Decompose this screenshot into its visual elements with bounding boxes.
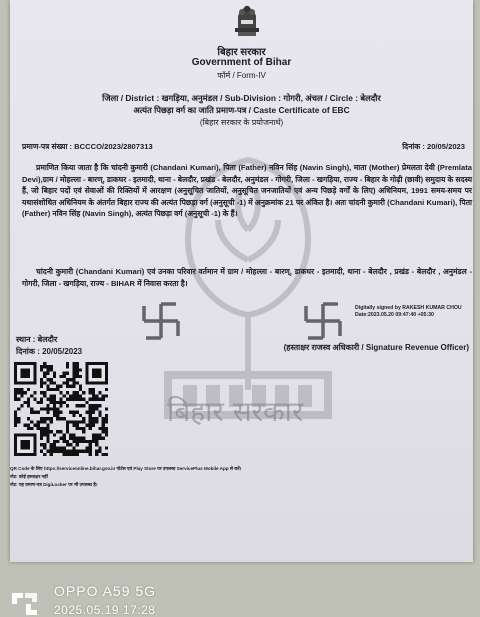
certificate-paragraph-1: प्रमाणित किया जाता है कि चांदनी कुमारी (Chandani Kumari), पिता (Father) नविन सिंह (Navin Singh), माता (Mother) प्रेमलता देवी (Premlata Devi),ग्राम / मोहल्ला - बारण्, डाकघर - इतमादी, थाना - बेलदौर, प्रखंड - बेलदौर, अनुमंडल - गोगरी, जिला - खगड़िया, राज्य - बिहार के गोढ़ी (छावी) समुदाय के सदस्य हैं, जो बिहार पदों एवं सेवाओं की रिक्तियों में आरक्षण (अनुसूचित जातियों, अनुसूचित जनजातियों एवं अन्य पिछड़े वर्गों के लिए) अधिनियम, 1991 समय-समय पर यथासंशोधित अधिनियम के अंतर्गत बिहार राज्य की अत्यंत पिछड़ा वर्ग (अनुसूची -1) में अनुक्रमांक 21 पर अंकित है। अतः चांदनी कुमारी (Chandani Kumari), पिता (Father) नविन सिंह (Navin Singh), अत्यंत पिछड़ा वर्ग (अनुसूची -1) के हैं। <box>22 163 472 219</box>
certificate-document <box>10 0 473 562</box>
qr-code[interactable] <box>14 362 108 456</box>
watermark-text: बिहार सरकार <box>167 395 304 428</box>
camera-model: OPPO A59 5G <box>54 583 157 599</box>
certificate-number: प्रमाण-पत्र संख्या : BCCCO/2023/2807313 <box>22 142 153 151</box>
officer-signature: (हस्ताक्षर राजस्व अधिकारी / Signature Revenue Officer) <box>283 343 469 352</box>
digital-signature <box>355 305 462 319</box>
district-line: जिला / District : खगड़िया, अनुमंडल / Sub-Division : गोगरी, अंचल / Circle : बेलदौर <box>102 93 381 103</box>
state-emblem-icon <box>232 2 262 40</box>
swastika-left-icon <box>140 300 182 342</box>
certificate-purpose: (बिहार सरकार के प्रयोजनार्थ) <box>199 118 284 127</box>
swastika-right-icon <box>302 300 344 342</box>
digital-signature-name: Digitally signed by RAKESH KUMAR CHOU <box>355 305 462 311</box>
header-english: Government of Bihar <box>191 57 292 68</box>
footer-qr-note: QR Code के लिए https://serviceonline.bihar.gov.in पोर्टल एवं Play Store पर उपलब्ध ServicePlus Mobile App से करें। <box>10 466 242 471</box>
place-label: स्थान : बेलदौर <box>16 335 58 344</box>
camera-brand-logo-icon <box>10 591 40 617</box>
camera-timestamp: 2025.05.19 17:28 <box>54 603 156 617</box>
form-number: फॉर्म / Form-IV <box>217 71 266 80</box>
certificate-date: दिनांक : 20/05/2023 <box>402 142 465 151</box>
certificate-paragraph-2: चांदनी कुमारी (Chandani Kumari) एवं उनका परिवार वर्तमान में ग्राम / मोहल्ला - बारण्, डाकघर - इतमादी, थाना - बेलदौर , प्रखंड - बेलदौर , अनुमंडल - गोगरी, जिला - खगड़िया, राज्य - BIHAR में निवास करता है। <box>22 267 472 288</box>
certificate-title: अत्यंत पिछड़ा वर्ग का जाति प्रमाण-पत्र / Caste Certificate of EBC <box>133 105 350 115</box>
footer-note-1: नोट: कोई हस्ताक्षर नहीं <box>10 474 48 479</box>
place-date: दिनांक : 20/05/2023 <box>16 347 83 356</box>
footer-note-2: नोट: यह प्रमाण-पत्र DigiLocker पर भी उपलब्ध है। <box>10 482 98 487</box>
digital-signature-date: Date:2023.05.20 09:47:40 +05:30 <box>355 312 434 318</box>
header-hindi: बिहार सरकार <box>217 47 266 58</box>
